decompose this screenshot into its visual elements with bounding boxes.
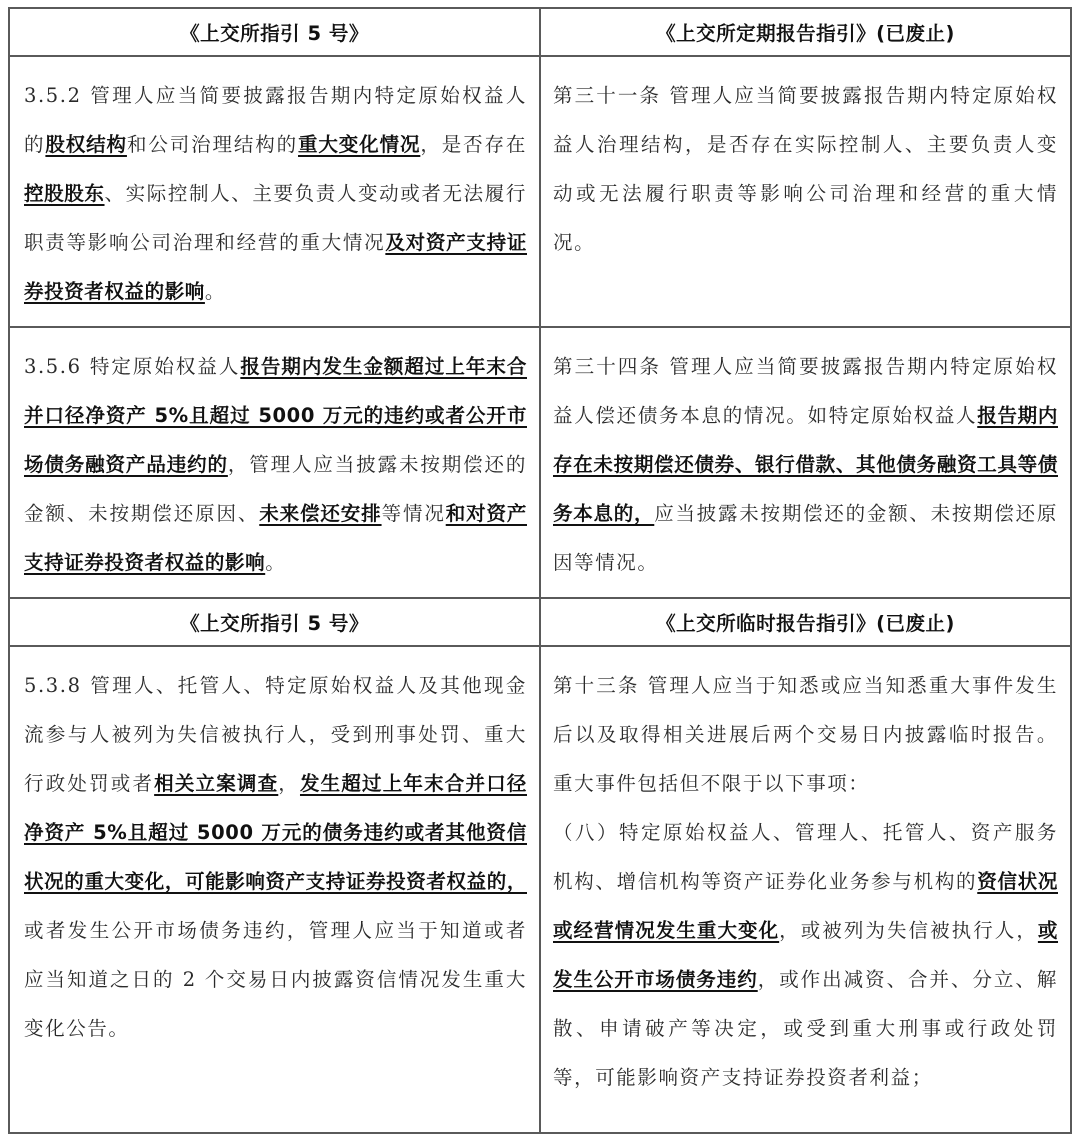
article-34-cell bbox=[540, 327, 1071, 598]
emphasized-text: 相关立案调查 bbox=[154, 772, 279, 795]
body-text: 第三十四条 管理人应当简要披露报告期内特定原始权益人偿还债务本息的情况。如特定原始权益人 bbox=[553, 355, 1058, 427]
body-text: ，管理人应当披露未按期偿还的金额、未按期偿还原因、 bbox=[24, 453, 527, 525]
section-2-left-header: 《上交所指引 5 号》 bbox=[9, 598, 540, 646]
emphasized-text: 报告期内发生金额超过上年末合并口径净资产 5%且超过 5000 万元的违约或者公开市场债务融资产品违约的 bbox=[24, 355, 527, 476]
section-2-right-header: 《上交所临时报告指引》(已废止) bbox=[540, 598, 1071, 646]
section-1-right-header: 《上交所定期报告指引》(已废止) bbox=[540, 8, 1071, 56]
emphasized-text: 控股股东 bbox=[24, 182, 105, 205]
emphasized-text: 报告期内存在未按期偿还债券、银行借款、其他债务融资工具等债务本息的， bbox=[553, 404, 1058, 525]
article-13-cell bbox=[540, 646, 1071, 1133]
body-text: ，或被列为失信被执行人， bbox=[779, 919, 1038, 942]
article-31-cell bbox=[540, 56, 1071, 327]
body-text: 3.5.2 管理人应当简要披露报告期内特定原始权益人的 bbox=[24, 84, 527, 156]
body-text: 应当披露未按期偿还的金额、未按期偿还原因等情况。 bbox=[553, 502, 1058, 574]
emphasized-text: 未来偿还安排 bbox=[259, 502, 382, 525]
emphasized-text: 重大变化情况 bbox=[298, 133, 421, 156]
emphasized-text: 或发生公开市场债务违约 bbox=[553, 919, 1059, 991]
section-2-header-row bbox=[9, 598, 1071, 646]
clause-3-5-6-cell bbox=[9, 327, 540, 598]
section-1-header-row bbox=[9, 8, 1071, 56]
body-text: 5.3.8 管理人、托管人、特定原始权益人及其他现金流参与人被列为失信被执行人，受到刑事处罚、重大行政处罚或者 bbox=[24, 674, 527, 795]
table-row bbox=[9, 327, 1071, 598]
table-row bbox=[9, 56, 1071, 327]
body-text: （八）特定原始权益人、管理人、托管人、资产服务机构、增信机构等资产证券化业务参与机构的 bbox=[553, 821, 1058, 893]
body-text: 或者发生公开市场债务违约，管理人应当于知道或者应当知道之日的 2 个交易日内披露资信情况发生重大变化公告。 bbox=[24, 919, 527, 1040]
clause-3-5-2-cell bbox=[9, 56, 540, 327]
body-text: 第十三条 管理人应当于知悉或应当知悉重大事件发生后以及取得相关进展后两个交易日内披露临时报告。重大事件包括但不限于以下事项： bbox=[553, 674, 1058, 795]
body-text: 。 bbox=[265, 551, 287, 574]
body-text: 、实际控制人、主要负责人变动或者无法履行职责等影响公司治理和经营的重大情况 bbox=[24, 182, 527, 254]
emphasized-text: 股权结构 bbox=[45, 133, 127, 156]
body-text: 第三十一条 管理人应当简要披露报告期内特定原始权益人治理结构，是否存在实际控制人、主要负责人变动或无法履行职责等影响公司治理和经营的重大情况。 bbox=[553, 84, 1058, 254]
body-text: 等情况 bbox=[381, 502, 446, 525]
table-row bbox=[9, 646, 1071, 1133]
body-text: ，或作出减资、合并、分立、解散、申请破产等决定，或受到重大刑事或行政处罚等，可能影响资产支持证券投资者利益； bbox=[553, 968, 1058, 1089]
emphasized-text: 资信状况或经营情况发生重大变化 bbox=[553, 870, 1058, 942]
emphasized-text: 发生超过上年末合并口径净资产 5%且超过 5000 万元的债务违约或者其他资信状况的重大变化，可能影响资产支持证券投资者权益的， bbox=[24, 772, 527, 893]
emphasized-text: 及对资产支持证券投资者权益的影响 bbox=[24, 231, 527, 303]
regulation-comparison-table bbox=[8, 7, 1072, 1134]
clause-5-3-8-cell bbox=[9, 646, 540, 1133]
body-text: 和公司治理结构的 bbox=[126, 133, 299, 156]
body-text: ， bbox=[278, 772, 300, 795]
body-text: 。 bbox=[204, 280, 227, 303]
body-text: ，是否存在 bbox=[420, 133, 527, 156]
emphasized-text: 和对资产支持证券投资者权益的影响 bbox=[24, 502, 527, 574]
section-1-left-header: 《上交所指引 5 号》 bbox=[9, 8, 540, 56]
body-text: 3.5.6 特定原始权益人 bbox=[24, 355, 241, 378]
